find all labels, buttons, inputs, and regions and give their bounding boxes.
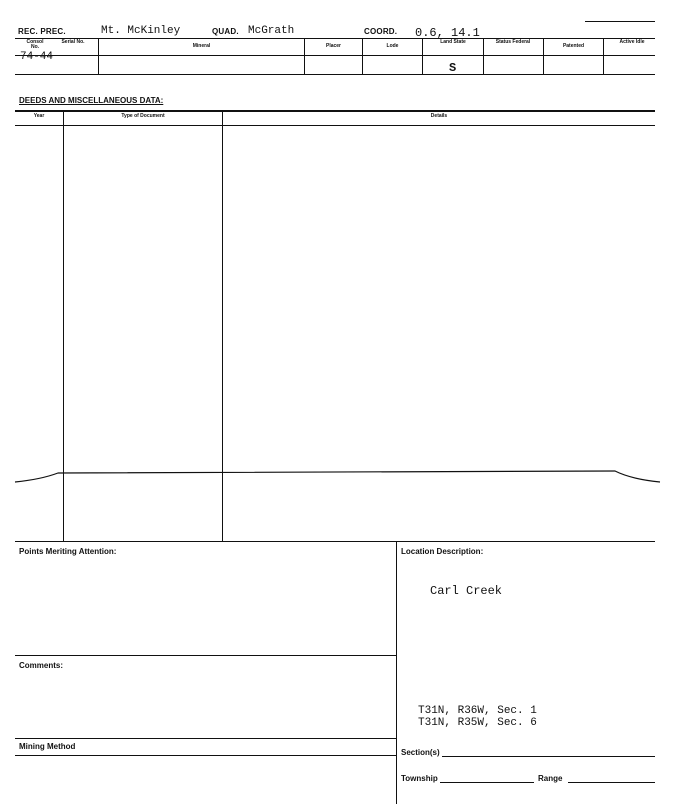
deeds-table-header-rule bbox=[15, 125, 655, 126]
claim-table-header-rule bbox=[15, 55, 655, 56]
quad-value: McGrath bbox=[248, 25, 295, 37]
col-header-lode: Lode bbox=[386, 43, 399, 49]
mining-method-label: Mining Method bbox=[19, 742, 76, 751]
township-label: Township bbox=[401, 774, 438, 783]
claim-table-top-rule bbox=[15, 38, 655, 39]
location-value: Carl Creek bbox=[430, 584, 503, 598]
rec-prec-label: REC. PREC. bbox=[18, 27, 66, 36]
sections-label: Section(s) bbox=[401, 748, 440, 757]
claim-col-divider bbox=[603, 39, 604, 74]
coord-label: COORD. bbox=[364, 27, 398, 36]
col-header-type-of-document: Type of Document bbox=[121, 113, 165, 119]
claim-col-divider bbox=[422, 39, 423, 74]
township-range-line-2: T31N, R35W, Sec. 6 bbox=[418, 717, 537, 729]
deeds-table-top-rule bbox=[15, 110, 655, 112]
col-header-land-state: Land State bbox=[440, 39, 466, 45]
claim-col-divider bbox=[483, 39, 484, 74]
col-header-patented: Patented bbox=[562, 43, 585, 49]
col-header-active-idle: Active Idle bbox=[619, 39, 645, 45]
township-fill-line bbox=[440, 782, 534, 783]
col-header-status-federal: Status Federal bbox=[495, 39, 531, 45]
bottom-section-top-rule bbox=[15, 541, 655, 542]
rec-prec-value: Mt. McKinley bbox=[101, 25, 181, 37]
row-cons-no: 74-44 bbox=[20, 51, 54, 63]
row-land-state: S bbox=[449, 61, 457, 75]
township-range-line-1: T31N, R36W, Sec. 1 bbox=[418, 705, 537, 717]
bottom-section-divider bbox=[396, 542, 397, 804]
mining-method-rule bbox=[15, 755, 396, 756]
col-header-serial-no: Serial No. bbox=[61, 39, 85, 45]
comments-label: Comments: bbox=[19, 661, 64, 670]
col-header-year: Year bbox=[33, 113, 45, 119]
range-label: Range bbox=[538, 774, 563, 783]
col-header-details: Details bbox=[430, 113, 448, 119]
col-header-cons-no: Consol No. bbox=[26, 39, 44, 50]
claim-table-bottom-rule bbox=[15, 74, 655, 75]
deeds-heading: DEEDS AND MISCELLANEOUS DATA: bbox=[19, 96, 164, 105]
sections-fill-line bbox=[442, 756, 655, 757]
points-meriting-attention-label: Points Meriting Attention: bbox=[19, 547, 117, 556]
col-header-mineral: Mineral bbox=[192, 43, 211, 49]
range-fill-line bbox=[568, 782, 655, 783]
top-right-rule bbox=[585, 21, 655, 22]
quad-label: QUAD. bbox=[212, 27, 239, 36]
col-header-placer: Placer bbox=[325, 43, 341, 49]
page-join-line bbox=[0, 462, 678, 492]
location-description-label: Location Description: bbox=[401, 547, 484, 556]
points-section-rule bbox=[15, 655, 396, 656]
coord-value: 0.6, 14.1 bbox=[415, 26, 480, 40]
comments-section-rule bbox=[15, 738, 396, 739]
